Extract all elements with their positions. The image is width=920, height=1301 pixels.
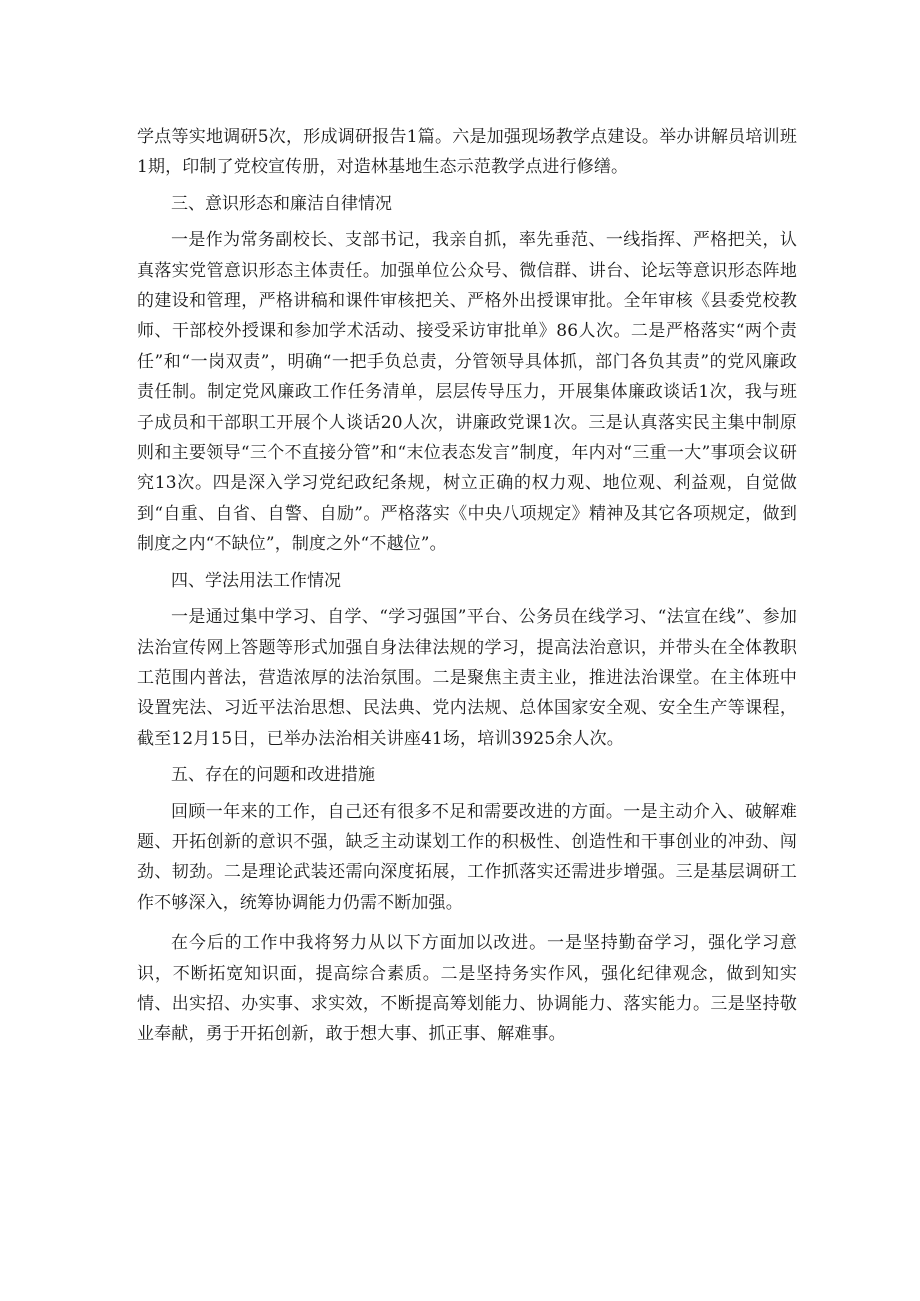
paragraph-improvements: 在今后的工作中我将努力从以下方面加以改进。一是坚持勤奋学习，强化学习意识，不断拓宽知识面，提高综合素质。二是坚持务实作风，强化纪律观念，做到知实情、出实招、办实事、求实效，不断提高筹划能力、协调能力、落实能力。三是坚持敬业奉献，勇于开拓创新，敢于想大事、抓正事、解难事。 bbox=[137, 933, 797, 1045]
paragraph-ideology: 一是作为常务副校长、支部书记，我亲自抓，率先垂范、一线指挥、严格把关，认真落实党管意识形态主体责任。加强单位公众号、微信群、讲台、论坛等意识形态阵地的建设和管理，严格讲稿和课件审核把关、严格外出授课审批。全年审核《县委党校教师、干部校外授课和参加学术活动、接受采访审批单》86人次。二是严格落实“两个责任”和“一岗双责”，明确“一把手负总责，分管领导具体抓，部门各负其责”的党风廉政责任制。制定党风廉政工作任务清单，层层传导压力，开展集体廉政谈话1次，我与班子成员和干部职工开展个人谈话20人次，讲廉政党课1次。三是认真落实民主集中制原则和主要领导“三个不直接分管”和“末位表态发言”制度，年内对“三重一大”事项会议研究13次。四是深入学习党纪政纪条规，树立正确的权力观、地位观、利益观，自觉做到“自重、自省、自警、自励”。严格落实《中央八项规定》精神及其它各项规定，做到制度之内“不缺位”，制度之外“不越位”。 bbox=[137, 230, 797, 555]
section-heading-ideology: 三、意识形态和廉洁自律情况 bbox=[171, 193, 392, 214]
paragraph-problems: 回顾一年来的工作，自己还有很多不足和需要改进的方面。一是主动介入、破解难题、开拓创新的意识不强，缺乏主动谋划工作的积极性、创造性和干事创业的冲劲、闯劲、韧劲。二是理论武装还需向深度拓展，工作抓落实还需进步增强。三是基层调研工作不够深入，统筹协调能力仍需不断加强。 bbox=[137, 801, 797, 913]
paragraph-continuation: 学点等实地调研5次，形成调研报告1篇。六是加强现场教学点建设。举办讲解员培训班1期，印制了党校宣传册，对造林基地生态示范教学点进行修缮。 bbox=[137, 127, 797, 178]
document-page bbox=[137, 122, 797, 1050]
paragraph-law: 一是通过集中学习、自学、“学习强国”平台、公务员在线学习、“法宣在线”、参加法治宣传网上答题等形式加强自身法律法规的学习，提高法治意识，并带头在全体教职工范围内普法，营造浓厚的法治氛围。二是聚焦主责主业，推进法治课堂。在主体班中设置宪法、习近平法治思想、民法典、党内法规、总体国家安全观、安全生产等课程，截至12月15日，已举办法治相关讲座41场，培训3925余人次。 bbox=[137, 607, 797, 749]
section-heading-problems: 五、存在的问题和改进措施 bbox=[171, 765, 375, 786]
section-heading-law: 四、学法用法工作情况 bbox=[171, 570, 341, 591]
